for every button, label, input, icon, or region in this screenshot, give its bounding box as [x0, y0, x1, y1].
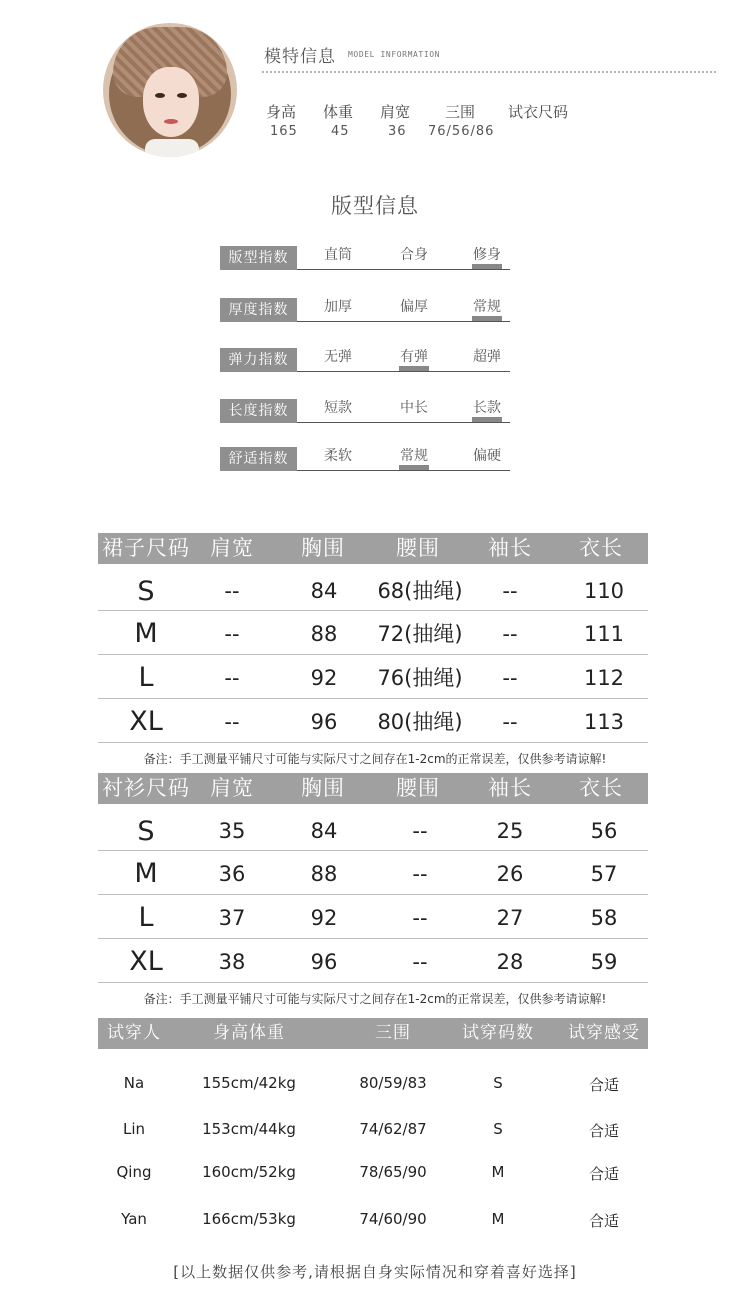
size-label: M	[134, 618, 158, 649]
table-cell: 96	[310, 950, 338, 974]
table-cell: 84	[310, 579, 338, 603]
model-info-subtitle: MODEL INFORMATION	[348, 50, 441, 59]
stat-weight-value: 45	[331, 124, 350, 139]
fit-index-selected-marker	[472, 417, 502, 422]
fit-index-option: 长款	[473, 400, 501, 416]
table-cell: 35	[218, 819, 246, 843]
tryon-cell: M	[491, 1210, 505, 1228]
header-tried-size: 试穿码数	[462, 1023, 534, 1043]
fit-index-selected-marker	[399, 465, 429, 470]
tryon-cell: 合适	[588, 1122, 619, 1140]
skirt-table-header	[98, 533, 648, 564]
model-info-title: 模特信息	[264, 47, 336, 67]
dotted-divider	[262, 71, 716, 73]
footer-note: [以上数据仅供参考,请根据自身实际情况和穿着喜好选择]	[173, 1263, 577, 1281]
fit-index-option: 短款	[324, 400, 352, 416]
table-cell: --	[502, 579, 518, 603]
fit-index-option: 常规	[473, 299, 501, 315]
header-length: 衣长	[579, 536, 623, 560]
table-cell: --	[224, 666, 240, 690]
fit-index-option: 常规	[400, 448, 428, 464]
header-sleeve: 袖长	[488, 776, 532, 800]
table-cell: 68(抽绳)	[377, 579, 463, 603]
fit-index-option: 无弹	[324, 349, 352, 365]
fit-index-option: 直筒	[324, 247, 352, 263]
skirt-table-note: 备注：手工测量平铺尺寸可能与实际尺寸之间存在1-2cm的正常误差，仅供参考请谅解!	[143, 752, 607, 766]
tryon-cell: 153cm/44kg	[202, 1120, 296, 1138]
header-tryon-feeling: 试穿感受	[568, 1023, 640, 1043]
fit-index-option: 偏硬	[473, 448, 501, 464]
table-cell: --	[412, 906, 428, 930]
size-label: S	[137, 816, 155, 847]
fit-index-row	[220, 445, 510, 475]
fit-index-option: 柔软	[324, 448, 352, 464]
table-cell: 27	[496, 906, 524, 930]
header-chest: 胸围	[301, 776, 345, 800]
header-height-weight: 身高体重	[213, 1023, 285, 1043]
shirt-table-header	[98, 773, 648, 804]
size-label: L	[138, 662, 154, 693]
stat-measurements-value: 76/56/86	[428, 124, 495, 139]
table-cell: 76(抽绳)	[377, 666, 463, 690]
fit-info-title: 版型信息	[331, 194, 419, 218]
fit-index-label: 版型指数	[220, 246, 297, 270]
table-cell: --	[224, 622, 240, 646]
size-label: S	[137, 576, 155, 607]
fit-index-label: 弹力指数	[220, 348, 297, 372]
table-row	[98, 571, 648, 611]
fit-index-line	[297, 269, 510, 270]
header-shirt-size: 衬衫尺码	[102, 776, 190, 800]
table-row	[98, 811, 648, 851]
header-waist: 腰围	[396, 776, 440, 800]
tester-name: Na	[123, 1074, 145, 1092]
stat-height-label: 身高	[266, 103, 297, 121]
table-cell: 28	[496, 950, 524, 974]
size-label: XL	[129, 946, 163, 977]
tryon-cell: 78/65/90	[359, 1163, 427, 1181]
fit-index-line	[297, 371, 510, 372]
table-cell: --	[412, 819, 428, 843]
table-cell: 88	[310, 862, 338, 886]
table-cell: 111	[583, 622, 625, 646]
fit-index-line	[297, 321, 510, 322]
tester-name: Qing	[116, 1163, 152, 1181]
stat-height-value: 165	[270, 124, 298, 139]
fit-index-row	[220, 244, 510, 274]
table-cell: --	[502, 710, 518, 734]
fit-index-label: 长度指数	[220, 399, 297, 423]
tryon-cell: 155cm/42kg	[202, 1074, 296, 1092]
header-measurements: 三围	[375, 1023, 411, 1043]
table-cell: 72(抽绳)	[377, 622, 463, 646]
tester-name: Lin	[122, 1120, 146, 1138]
table-cell: 88	[310, 622, 338, 646]
fit-index-line	[297, 422, 510, 423]
table-cell: 36	[218, 862, 246, 886]
tryon-cell: 74/60/90	[359, 1210, 427, 1228]
table-cell: 25	[496, 819, 524, 843]
fit-index-selected-marker	[472, 264, 502, 269]
fit-index-row	[220, 346, 510, 376]
size-label: L	[138, 902, 154, 933]
table-row	[98, 700, 648, 743]
fit-index-selected-marker	[399, 366, 429, 371]
model-avatar	[103, 23, 237, 157]
table-cell: --	[224, 579, 240, 603]
header-waist: 腰围	[396, 536, 440, 560]
stat-measurements-label: 三围	[445, 103, 476, 121]
header-skirt-size: 裙子尺码	[102, 536, 190, 560]
header-chest: 胸围	[301, 536, 345, 560]
header-shoulder: 肩宽	[210, 776, 254, 800]
table-row	[98, 612, 648, 655]
table-cell: 113	[583, 710, 625, 734]
tryon-cell: 160cm/52kg	[202, 1163, 296, 1181]
header-length: 衣长	[579, 776, 623, 800]
tryon-cell: 合适	[588, 1165, 619, 1183]
tryon-cell: 74/62/87	[359, 1120, 427, 1138]
table-cell: 37	[218, 906, 246, 930]
table-cell: 80(抽绳)	[377, 710, 463, 734]
fit-index-option: 有弹	[400, 349, 428, 365]
fit-index-line	[297, 470, 510, 471]
table-cell: 110	[583, 579, 625, 603]
table-cell: 112	[583, 666, 625, 690]
fit-index-row	[220, 397, 510, 427]
fit-index-label: 舒适指数	[220, 447, 297, 471]
tryon-cell: 合适	[588, 1076, 619, 1094]
header-tester: 试穿人	[107, 1023, 161, 1043]
table-cell: 96	[310, 710, 338, 734]
fit-index-option: 偏厚	[400, 299, 428, 315]
fit-index-option: 中长	[400, 400, 428, 416]
fit-index-row	[220, 296, 510, 326]
table-cell: 92	[310, 906, 338, 930]
tryon-table-header	[98, 1018, 648, 1049]
fit-index-label: 厚度指数	[220, 298, 297, 322]
size-label: M	[134, 858, 158, 889]
tryon-cell: S	[493, 1074, 503, 1092]
table-cell: --	[502, 622, 518, 646]
table-cell: 26	[496, 862, 524, 886]
stat-shoulder-value: 36	[388, 124, 407, 139]
fit-index-option: 合身	[400, 247, 428, 263]
tryon-cell: M	[491, 1163, 505, 1181]
table-row	[98, 852, 648, 895]
header-shoulder: 肩宽	[210, 536, 254, 560]
tryon-cell: 合适	[588, 1212, 619, 1230]
tester-name: Yan	[121, 1210, 147, 1228]
stat-tried-size-label: 试衣尺码	[508, 103, 569, 121]
table-cell: 57	[590, 862, 618, 886]
table-cell: 84	[310, 819, 338, 843]
table-row	[98, 896, 648, 939]
stat-shoulder-label: 肩宽	[380, 103, 411, 121]
table-cell: --	[224, 710, 240, 734]
fit-index-selected-marker	[472, 316, 502, 321]
table-row	[98, 656, 648, 699]
table-cell: --	[412, 862, 428, 886]
fit-index-option: 加厚	[324, 299, 352, 315]
fit-index-option: 超弹	[473, 349, 501, 365]
tryon-cell: S	[493, 1120, 503, 1138]
table-cell: --	[412, 950, 428, 974]
size-label: XL	[129, 706, 163, 737]
fit-index-option: 修身	[473, 247, 501, 263]
table-cell: 58	[590, 906, 618, 930]
table-cell: 56	[590, 819, 618, 843]
stat-weight-label: 体重	[323, 103, 354, 121]
tryon-cell: 80/59/83	[359, 1074, 427, 1092]
tryon-cell: 166cm/53kg	[202, 1210, 296, 1228]
table-cell: 38	[218, 950, 246, 974]
table-row	[98, 940, 648, 983]
table-cell: --	[502, 666, 518, 690]
shirt-table-note: 备注：手工测量平铺尺寸可能与实际尺寸之间存在1-2cm的正常误差，仅供参考请谅解!	[143, 992, 607, 1006]
table-cell: 59	[590, 950, 618, 974]
header-sleeve: 袖长	[488, 536, 532, 560]
table-cell: 92	[310, 666, 338, 690]
